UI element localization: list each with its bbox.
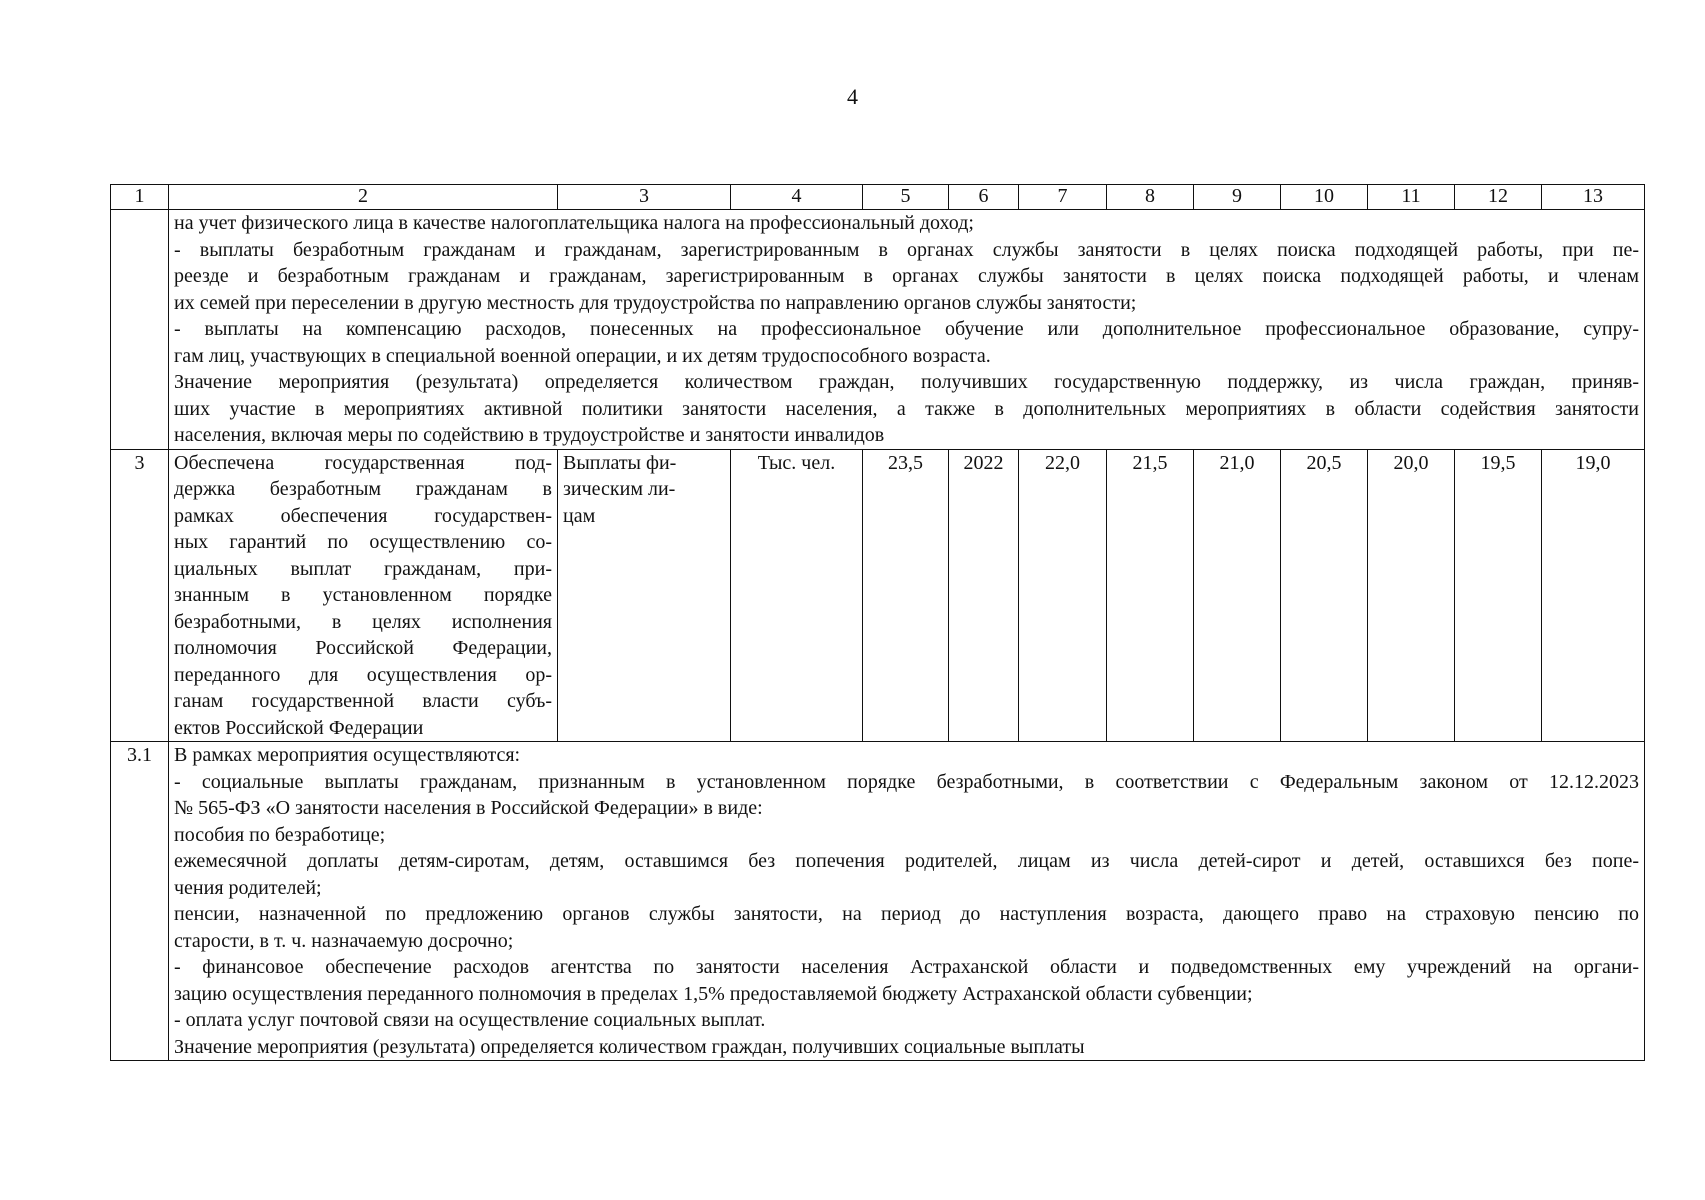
col-header: 1 (111, 185, 169, 210)
text-line: пенсии, назначенной по предложению органов службы занятости, на период до наступления возраста, дающего право на страховую пенсию по (174, 903, 1639, 925)
continuation-row (111, 210, 1645, 450)
row-number: 3.1 (111, 742, 169, 1061)
text-line: их семей при переселении в другую местность для трудоустройства по направлению органов службы занятости; (174, 291, 1137, 314)
text-line: - финансовое обеспечение расходов агентства по занятости населения Астраханской области и подведомственных ему учреждений на органи- (174, 956, 1639, 978)
text-line: ших участие в мероприятиях активной политики занятости населения, а также в дополнительных мероприятиях в области содействия занятости (174, 397, 1639, 420)
continuation-text (169, 210, 1645, 450)
row-number: 3 (111, 449, 169, 742)
col-header: 12 (1455, 185, 1542, 210)
text-line: населения, включая меры по содействию в трудоустройстве и занятости инвалидов (174, 424, 885, 446)
col-header: 13 (1542, 185, 1645, 210)
text-line: № 565-ФЗ «О занятости населения в Российской Федерации» в виде: (174, 797, 763, 819)
text-line: переданного для осуществления ор- (174, 663, 552, 686)
text-line: безработными, в целях исполнения (174, 610, 552, 633)
text-line: пособия по безработице; (174, 823, 386, 846)
row-number-cell (111, 210, 169, 450)
col-header: 11 (1368, 185, 1455, 210)
text-line: чения родителей; (174, 876, 322, 899)
value-cell: 21,5 (1107, 449, 1194, 742)
base-year-cell: 2022 (949, 449, 1019, 742)
text-line: рамках обеспечения государствен- (174, 504, 552, 527)
col-header: 7 (1019, 185, 1107, 210)
table-row (111, 742, 1645, 1061)
measure-type-cell (558, 449, 731, 742)
col-header: 8 (1107, 185, 1194, 210)
col-header: 9 (1194, 185, 1281, 210)
text-line: Выплаты фи- (563, 451, 677, 474)
value-cell: 19,0 (1542, 449, 1645, 742)
value-cell: 19,5 (1455, 449, 1542, 742)
column-number-row (111, 185, 1645, 210)
text-line: цам (563, 504, 596, 527)
measure-description (169, 742, 1645, 1061)
text-line: циальных выплат гражданам, при- (174, 557, 552, 580)
text-line: реезде и безработным гражданам и гражданам, зарегистрированным в органах службы занятости в целях поиска подходящей работы, и членам (174, 265, 1639, 287)
text-line: В рамках мероприятия осуществляются: (174, 744, 521, 766)
col-header: 4 (731, 185, 863, 210)
text-line: ектов Российской Федерации (174, 716, 424, 739)
unit-cell: Тыс. чел. (731, 449, 863, 742)
page-number: 4 (847, 84, 858, 109)
text-line: на учет физического лица в качестве налогоплательщика налога на профессиональный доход; (174, 212, 974, 234)
text-line: старости, в т. ч. назначаемую досрочно; (174, 929, 514, 952)
text-line: Обеспечена государственная под- (174, 451, 552, 474)
value-cell: 20,5 (1281, 449, 1368, 742)
text-line: Значение мероприятия (результата) определяется количеством граждан, получивших социальные выплаты (174, 1035, 1085, 1058)
value-cell: 21,0 (1194, 449, 1281, 742)
text-line: держка безработным гражданам в (174, 478, 552, 500)
text-line: - социальные выплаты гражданам, признанным в установленном порядке безработными, в соответствии с Федеральным законом от 12.12.2023 (174, 770, 1639, 793)
text-line: зацию осуществления переданного полномочия в пределах 1,5% предоставляемой бюджету Астраханской области субвенции; (174, 982, 1253, 1005)
measure-name-cell (169, 449, 558, 742)
col-header: 10 (1281, 185, 1368, 210)
text-line: - оплата услуг почтовой связи на осуществление социальных выплат. (174, 1009, 766, 1031)
base-value-cell: 23,5 (863, 449, 949, 742)
value-cell: 22,0 (1019, 449, 1107, 742)
text-line: ных гарантий по осуществлению со- (174, 531, 552, 553)
text-line: - выплаты безработным гражданам и гражданам, зарегистрированным в органах службы занятости в целях поиска подходящей работы, при пе- (174, 238, 1639, 261)
text-line: - выплаты на компенсацию расходов, понесенных на профессиональное обучение или дополнительное профессиональное образование, супру- (174, 318, 1639, 340)
text-line: полномочия Российской Федерации, (174, 637, 552, 659)
indicators-table (110, 184, 1645, 1061)
text-line: знанным в установленном порядке (174, 584, 552, 606)
col-header: 6 (949, 185, 1019, 210)
text-line: ежемесячной доплаты детям-сиротам, детям, оставшимся без попечения родителей, лицам из числа детей-сирот и детей, оставшихся без попе- (174, 850, 1639, 872)
text-line: ганам государственной власти субъ- (174, 690, 552, 712)
text-line: зическим ли- (563, 478, 676, 500)
text-line: Значение мероприятия (результата) определяется количеством граждан, получивших государственную поддержку, из числа граждан, приняв- (174, 371, 1639, 393)
col-header: 2 (169, 185, 558, 210)
table-row (111, 449, 1645, 742)
col-header: 3 (558, 185, 731, 210)
col-header: 5 (863, 185, 949, 210)
value-cell: 20,0 (1368, 449, 1455, 742)
text-line: гам лиц, участвующих в специальной военной операции, и их детям трудоспособного возраста. (174, 344, 991, 367)
